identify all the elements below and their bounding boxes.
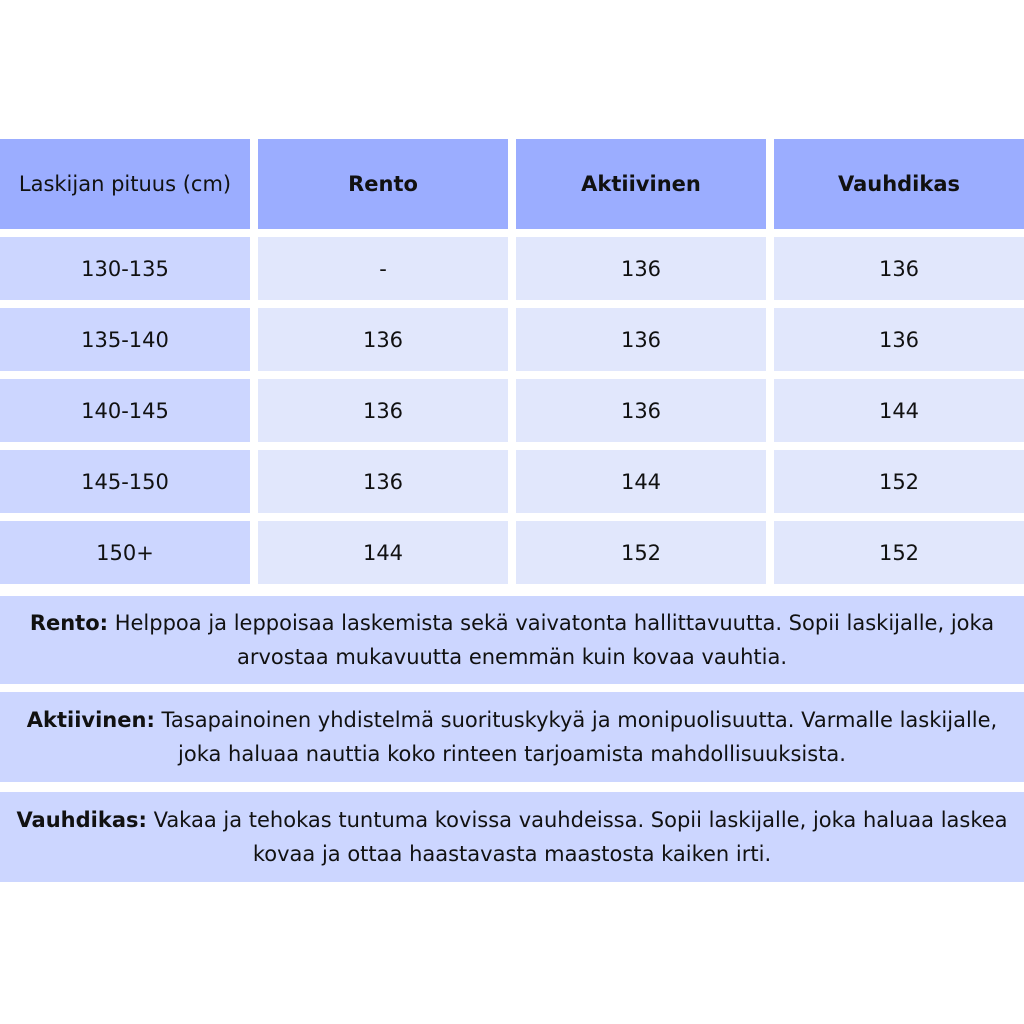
vauhdikas-value: 136 <box>774 237 1024 300</box>
table-header-row <box>0 139 1024 229</box>
height-range: 150+ <box>0 521 250 584</box>
height-range: 135-140 <box>0 308 250 371</box>
aktiivinen-value: 136 <box>516 308 766 371</box>
rento-value: 136 <box>258 308 508 371</box>
description-text <box>6 606 1018 674</box>
aktiivinen-value: 136 <box>516 237 766 300</box>
description-body: Vakaa ja tehokas tuntuma kovissa vauhdeissa. Sopii laskijalle, joka haluaa laskea kovaa ja ottaa haastavasta maastosta kaiken irti. <box>146 808 1008 866</box>
header-aktiivinen: Aktiivinen <box>516 139 766 229</box>
size-table <box>0 139 1024 592</box>
table-row <box>0 308 1024 371</box>
description-text <box>6 803 1018 871</box>
height-range: 140-145 <box>0 379 250 442</box>
height-range: 145-150 <box>0 450 250 513</box>
description-term: Aktiivinen: <box>26 708 155 732</box>
vauhdikas-value: 152 <box>774 450 1024 513</box>
aktiivinen-value: 136 <box>516 379 766 442</box>
description-body: Helppoa ja leppoisaa laskemista sekä vaivatonta hallittavuutta. Sopii laskijalle, joka arvostaa mukavuutta enemmän kuin kovaa vauhtia. <box>108 611 995 669</box>
table-row <box>0 237 1024 300</box>
description-rento <box>0 596 1024 684</box>
table-row <box>0 521 1024 584</box>
description-body: Tasapainoinen yhdistelmä suorituskykyä ja monipuolisuutta. Varmalle laskijalle, joka haluaa nauttia koko rinteen tarjoamista mahdollisuuksista. <box>154 708 998 766</box>
aktiivinen-value: 144 <box>516 450 766 513</box>
rento-value: 136 <box>258 379 508 442</box>
description-text <box>6 703 1018 771</box>
header-height-label: Laskijan pituus (cm) <box>0 139 250 229</box>
aktiivinen-value: 152 <box>516 521 766 584</box>
vauhdikas-value: 152 <box>774 521 1024 584</box>
rento-value: 136 <box>258 450 508 513</box>
vauhdikas-value: 136 <box>774 308 1024 371</box>
header-vauhdikas: Vauhdikas <box>774 139 1024 229</box>
vauhdikas-value: 144 <box>774 379 1024 442</box>
rento-value: - <box>258 237 508 300</box>
description-term: Rento: <box>29 611 109 635</box>
description-vauhdikas <box>0 792 1024 882</box>
header-rento: Rento <box>258 139 508 229</box>
table-row <box>0 379 1024 442</box>
table-row <box>0 450 1024 513</box>
rento-value: 144 <box>258 521 508 584</box>
height-range: 130-135 <box>0 237 250 300</box>
description-term: Vauhdikas: <box>16 808 147 832</box>
description-aktiivinen <box>0 692 1024 782</box>
